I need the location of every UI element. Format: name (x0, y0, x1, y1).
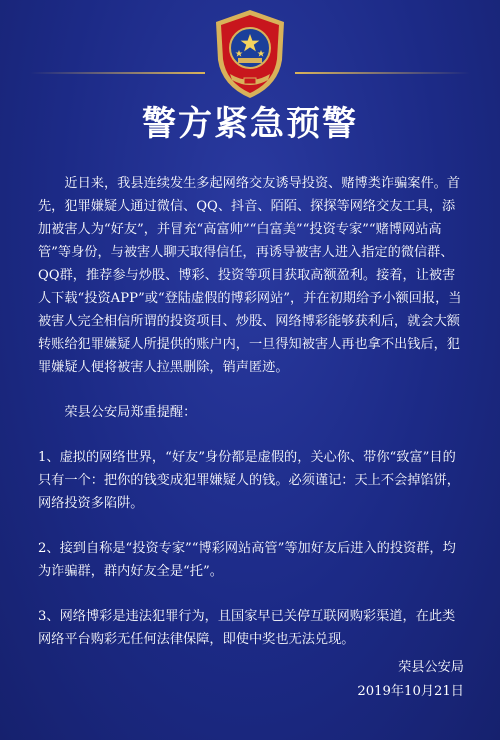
gold-divider-right (295, 72, 470, 74)
signature-block (357, 656, 464, 704)
header-emblem-area (0, 8, 500, 100)
signature-date: 2019年10月21日 (357, 684, 464, 699)
signature-org: 荣县公安局 (398, 660, 464, 675)
notice-body (38, 172, 462, 651)
police-emblem-icon (208, 8, 292, 100)
gold-divider-left (30, 72, 205, 74)
reminder-heading: 荣县公安局郑重提醒： (64, 405, 197, 420)
reminder-item-2: 2、接到自称是“投资专家”“博彩网站高管”等加好友后进入的投资群，均为诈骗群，群内好友全是“托”。 (38, 541, 456, 579)
reminder-item-1: 1、虚拟的网络世界，“好友”身份都是虚假的，关心你、带你“致富”目的只有一个：把你的钱变成犯罪嫌疑人的钱。必须谨记：天上不会掉馅饼，网络投资多陷阱。 (38, 450, 460, 511)
intro-paragraph: 近日来，我县连续发生多起网络交友诱导投资、赌博类诈骗案件。首先，犯罪嫌疑人通过微信、QQ、抖音、陌陌、探探等网络交友工具，添加被害人为“好友”，并冒充“高富帅”“白富美”“投资专家”“赌博网站高管”等身份，与被害人聊天取得信任，再诱导被害人进入指定的微信群、QQ群，推荐参与炒股、博彩、投资等项目获取高额盈利。接着，让被害人下载“投资APP”或“登陆虚假的博彩网站”，并在初期给予小额回报，当被害人完全相信所谓的投资项目、炒股、网络博彩能够获利后，就会大额转账给犯罪嫌疑人所提供的账户内，一旦得知被害人再也拿不出钱后，犯罪嫌疑人便将被害人拉黑删除，销声匿迹。 (38, 176, 462, 375)
page-title: 警方紧急预警 (142, 104, 358, 144)
reminder-item-3: 3、网络博彩是违法犯罪行为，且国家早已关停互联网购彩渠道，在此类网络平台购彩无任何法律保障，即使中奖也无法兑现。 (38, 609, 456, 647)
